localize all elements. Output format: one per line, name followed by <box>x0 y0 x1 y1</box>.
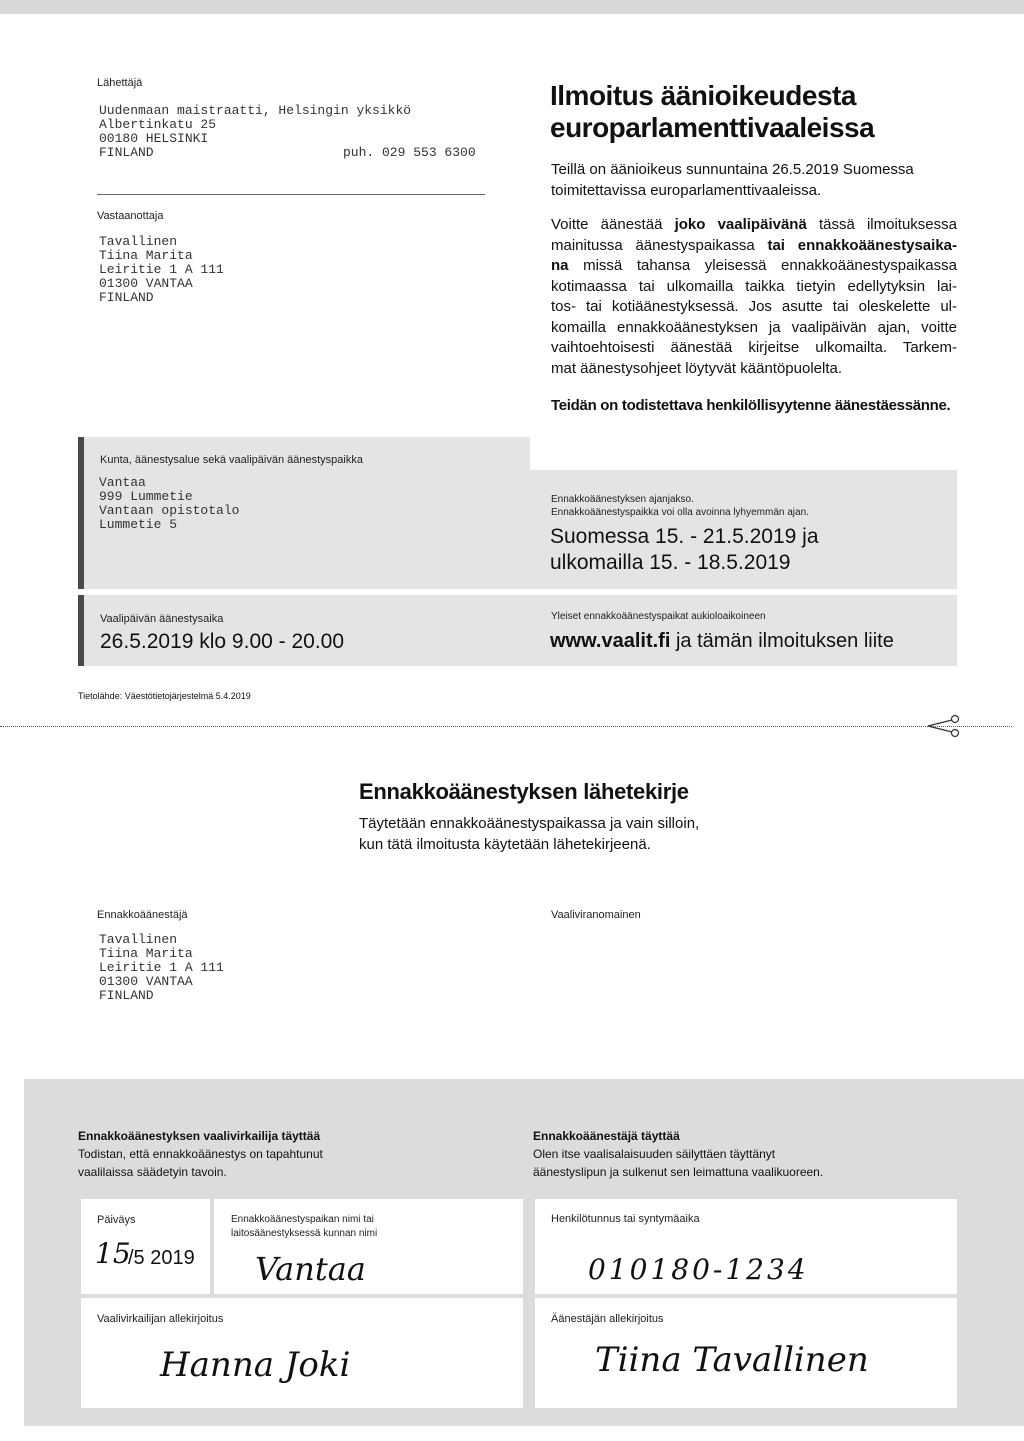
sender-line: Uudenmaan maistraatti, Helsingin yksikkö <box>99 103 412 118</box>
date-label: Päiväys <box>97 1214 136 1226</box>
advance-voter-line: Leiritie 1 A 111 <box>99 960 224 975</box>
vaalit-link[interactable]: www.vaalit.fi <box>550 630 671 652</box>
divider <box>97 194 485 195</box>
recipient-line: Leiritie 1 A 111 <box>99 262 224 277</box>
advance-period-label: Ennakkoäänestyksen ajanjakso. <box>551 494 694 505</box>
notice-title-line2: europarlamenttivaaleissa <box>550 112 875 143</box>
official-signature: Hanna Joki <box>160 1345 351 1385</box>
accent-bar <box>78 595 84 666</box>
notice-title-line1: Ilmoitus äänioikeudesta <box>550 80 856 111</box>
scan-top-band <box>0 0 1024 14</box>
advance-voter-line: Tavallinen <box>99 932 178 947</box>
p2-line: na missä tahansa yleisessä ennakkoäänestyspaikassa <box>551 257 957 274</box>
advance-period-finland: Suomessa 15. - 21.5.2019 ja <box>550 525 819 548</box>
advance-voter-line: FINLAND <box>99 988 154 1003</box>
p2-line: mat äänestysohjeet löytyvät kääntöpuolelta. <box>551 359 843 377</box>
accent-bar <box>78 437 84 589</box>
polling-place-label: Kunta, äänestysalue sekä vaalipäivän äänestyspaikka <box>100 454 363 466</box>
official-section <box>78 1127 323 1181</box>
notice-paragraph-2 <box>551 215 957 379</box>
voting-place-label-line: Ennakkoäänestyspaikan nimi tai <box>231 1214 374 1225</box>
cover-letter-title: Ennakkoäänestyksen lähetekirje <box>359 779 689 804</box>
recipient-line: Tavallinen <box>99 234 178 249</box>
general-places-value <box>550 630 894 653</box>
advance-period-value <box>550 524 819 576</box>
voter-signature: Tiina Tavallinen <box>595 1340 869 1380</box>
p2-line: mainitussa äänestyspaikassa tai ennakkoäänestysaika- <box>551 236 957 254</box>
advance-voter-line: 01300 VANTAA <box>99 974 193 989</box>
p2-line: vaihtoehtoisesti äänestää kirjeitse ulkomailta. Tarkem- <box>551 339 957 356</box>
polling-line: Lummetie 5 <box>99 517 178 532</box>
sender-line: Albertinkatu 25 <box>99 117 217 132</box>
date-handwritten: 15 <box>95 1237 131 1270</box>
advance-voter-label: Ennakkoäänestäjä <box>97 909 188 921</box>
date-printed: /5 2019 <box>128 1247 195 1269</box>
sender-phone: puh. 029 553 6300 <box>343 145 476 160</box>
voter-section <box>533 1127 823 1181</box>
voter-section-text: Olen itse vaalisalaisuuden säilyttäen täyttänyt <box>533 1147 776 1161</box>
p2-line: kotimaassa tai ulkomailla taikka tietyin edellytyksin lai- <box>551 277 957 295</box>
sender-label: Lähettäjä <box>97 77 143 89</box>
p2-line: Voitte äänestää joko vaalipäivänä tässä ilmoituksessa <box>551 216 957 233</box>
p1-line: toimitettavissa europarlamenttivaaleissa. <box>551 181 822 199</box>
id-note: Teidän on todistettava henkilöllisyytenne äänestäessänne. <box>551 397 951 414</box>
advance-period-note: Ennakkoäänestyspaikka voi olla avoinna lyhyemmän ajan. <box>551 507 809 518</box>
election-time-label: Vaalipäivän äänestysaika <box>100 613 224 625</box>
voting-place-label-line: laitosäänestyksessä kunnan nimi <box>231 1228 378 1239</box>
advance-period-labels <box>551 493 809 519</box>
sender-line: 00180 HELSINKI <box>99 131 209 146</box>
recipient-line: FINLAND <box>99 290 154 305</box>
voter-section-title: Ennakkoäänestäjä täyttää <box>533 1129 680 1143</box>
official-section-title: Ennakkoäänestyksen vaalivirkailija täyttää <box>78 1129 321 1143</box>
p1-line: Teillä on äänioikeus sunnuntaina 26.5.2019 Suomessa <box>551 161 914 178</box>
p2-line: komailla ennakkoäänestyksen ja vaalipäivän ajan, voitte <box>551 318 957 336</box>
cover-letter-intro <box>359 813 699 855</box>
official-section-text: vaalilaissa säädetyin tavoin. <box>78 1165 227 1179</box>
cover-letter-line: Täytetään ennakkoäänestyspaikassa ja vain silloin, <box>359 815 700 832</box>
polling-line: Vantaa <box>99 475 146 490</box>
voter-signature-label: Äänestäjän allekirjoitus <box>551 1313 664 1325</box>
recipient-line: 01300 VANTAA <box>99 276 193 291</box>
voting-place-handwritten: Vantaa <box>255 1250 366 1288</box>
official-signature-label: Vaalivirkailijan allekirjoitus <box>97 1313 224 1325</box>
polling-place-address <box>99 476 239 532</box>
p2-line: tos- tai kotiäänestyksessä. Jos asutte tai oleskelette ul- <box>551 298 957 315</box>
voting-place-label <box>231 1213 377 1241</box>
source-note: Tietolähde: Väestötietojärjestelmä 5.4.2019 <box>78 691 251 701</box>
polling-line: Vantaan opistotalo <box>99 503 240 518</box>
advance-voter-line: Tiina Marita <box>99 946 193 961</box>
voter-section-text: äänestyslipun ja sulkenut sen leimattuna vaalikuoreen. <box>533 1165 824 1179</box>
notice-paragraph-1 <box>551 160 957 201</box>
recipient-label: Vastaanottaja <box>97 210 164 222</box>
general-places-suffix: ja tämän ilmoituksen liite <box>670 630 894 652</box>
scissors-icon <box>926 714 960 738</box>
advance-period-abroad: ulkomailla 15. - 18.5.2019 <box>550 551 791 574</box>
polling-line: 999 Lummetie <box>99 489 193 504</box>
recipient-address <box>99 235 224 305</box>
personal-id-label: Henkilötunnus tai syntymäaika <box>551 1213 700 1225</box>
general-places-label: Yleiset ennakkoäänestyspaikat aukioloaikoineen <box>551 611 766 622</box>
authority-label: Vaaliviranomainen <box>551 909 641 921</box>
cover-letter-line: kun tätä ilmoitusta käytetään lähetekirjeenä. <box>359 836 651 853</box>
election-time-value: 26.5.2019 klo 9.00 - 20.00 <box>100 630 345 653</box>
recipient-line: Tiina Marita <box>99 248 193 263</box>
advance-voter-address <box>99 933 224 1003</box>
cut-line <box>0 726 1012 727</box>
official-section-text: Todistan, että ennakkoäänestys on tapahtunut <box>78 1147 323 1161</box>
sender-line: FINLAND <box>99 145 154 160</box>
personal-id-handwritten: 010180-1234 <box>588 1253 809 1286</box>
